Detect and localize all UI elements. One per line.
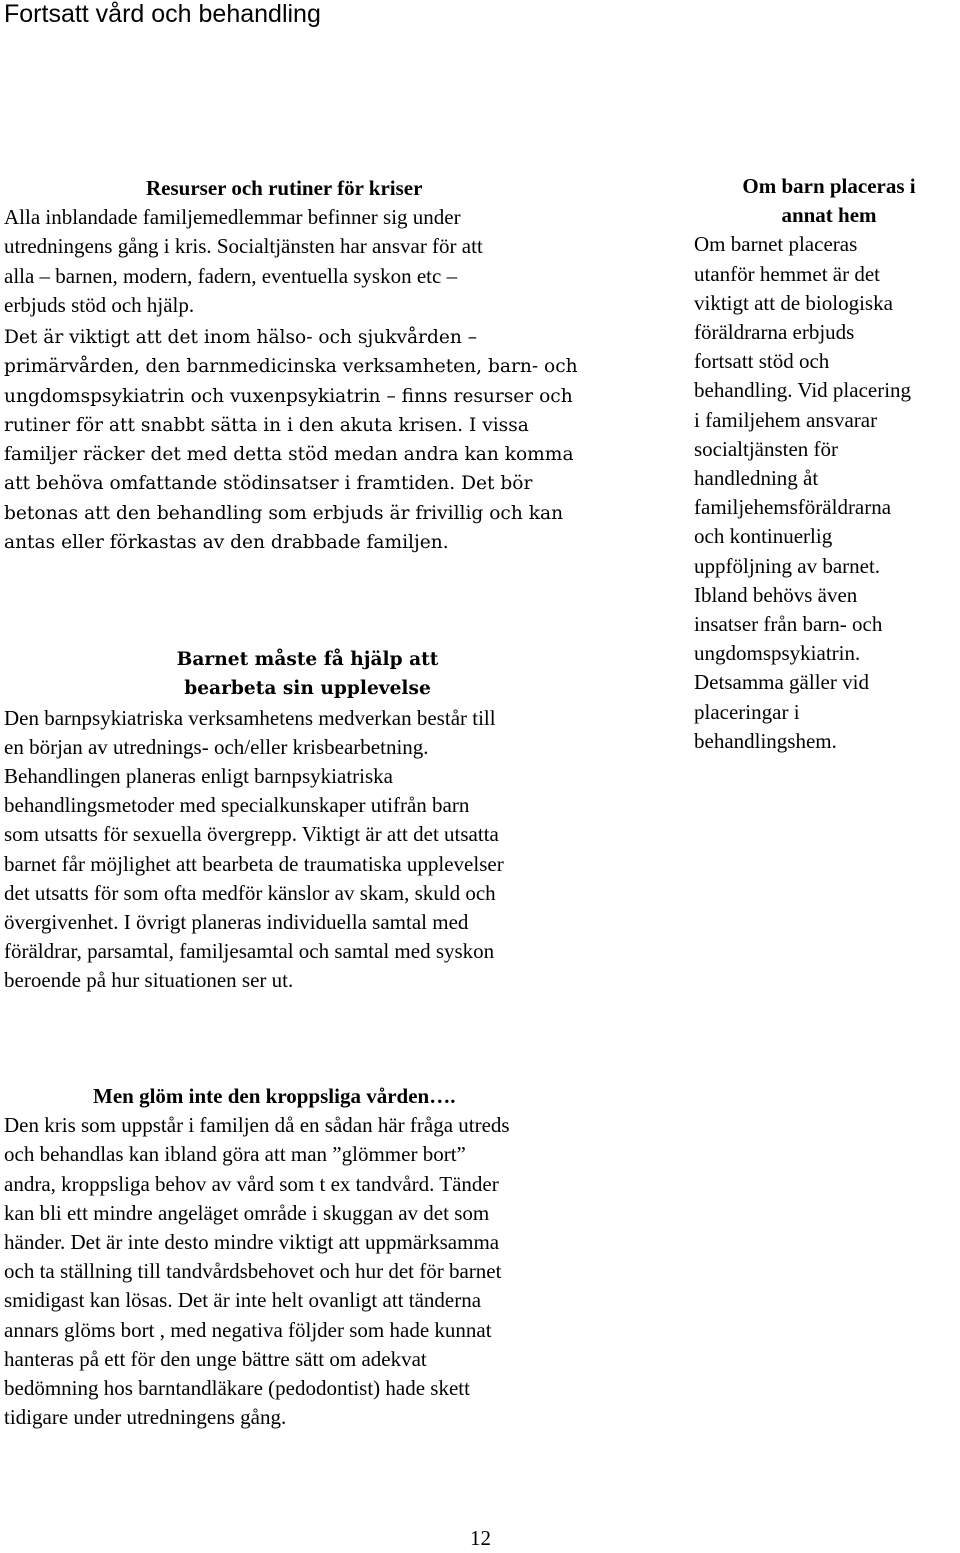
text-line: Behandlingen planeras enligt barnpsykiatriska bbox=[4, 764, 393, 788]
text-line: utanför hemmet är det bbox=[694, 261, 881, 286]
text-line: och behandlas kan ibland göra att man ”glömmer bort” bbox=[4, 1142, 466, 1167]
text-line: hanteras på ett för den unge bättre sätt om adekvat bbox=[4, 1346, 427, 1371]
text-line: uppföljning av barnet. bbox=[694, 553, 881, 578]
text-line: det utsatts för som ofta medför känslor av skam, skuld och bbox=[4, 880, 496, 905]
section-heading: Resurser och rutiner för kriser bbox=[146, 176, 423, 200]
text-line: Den kris som uppstår i familjen då en sådan här fråga utreds bbox=[4, 1113, 510, 1138]
section-heading: Om barn placeras i bbox=[742, 174, 916, 198]
section-heading: annat hem bbox=[781, 203, 877, 228]
section-placeras bbox=[694, 172, 960, 756]
section-heading: Men glöm inte den kroppsliga vården…. bbox=[93, 1084, 456, 1108]
section-barnet bbox=[4, 645, 644, 996]
section-heading: Barnet måste få hjälp att bbox=[176, 649, 439, 670]
text-line: och kontinuerlig bbox=[694, 524, 833, 549]
text-line: ungdomspsykiatrin och vuxenpsykiatrin – finns resurser och bbox=[4, 385, 573, 407]
text-line: insatser från barn- och bbox=[694, 612, 883, 637]
text-line: barnet får möjlighet att bearbeta de traumatiska upplevelser bbox=[4, 851, 504, 876]
text-line: beroende på hur situationen ser ut. bbox=[4, 968, 294, 993]
text-line: behandling. Vid placering bbox=[694, 378, 912, 403]
section-glom bbox=[4, 1082, 644, 1432]
text-line: Om barnet placeras bbox=[694, 232, 858, 257]
text-line: socialtjänsten för bbox=[694, 436, 839, 461]
text-line: familjer räcker det med detta stöd medan andra kan komma bbox=[4, 444, 574, 466]
text-line: föräldrarna erbjuds bbox=[694, 320, 855, 345]
text-line: föräldrar, parsamtal, familjesamtal och samtal med syskon bbox=[4, 939, 495, 964]
text-line: Det är viktigt att det inom hälso- och sjukvården – bbox=[4, 327, 478, 348]
section-resurser bbox=[4, 174, 604, 320]
text-line: i familjehem ansvarar bbox=[694, 407, 878, 432]
text-line: primärvården, den barnmedicinska verksamheten, barn- och bbox=[4, 356, 578, 378]
text-line: ungdomspsykiatrin. bbox=[694, 641, 861, 666]
text-line: erbjuds stöd och hjälp. bbox=[4, 292, 195, 317]
section-vikt bbox=[4, 323, 644, 557]
text-line: smidigast kan lösas. Det är inte helt ovanligt att tänderna bbox=[4, 1288, 482, 1313]
text-line: Alla inblandade familjemedlemmar befinner sig under bbox=[4, 205, 461, 230]
text-line: som utsatts för sexuella övergrepp. Viktigt är att det utsatta bbox=[4, 822, 499, 847]
text-line: kan bli ett mindre angeläget område i skuggan av det som bbox=[4, 1200, 490, 1225]
text-line: betonas att den behandling som erbjuds är frivillig och kan bbox=[4, 502, 564, 524]
text-line: en början av utrednings- och/eller krisbearbetning. bbox=[4, 734, 429, 759]
section-heading: bearbeta sin upplevelse bbox=[184, 678, 431, 700]
page-title: Fortsatt vård och behandling bbox=[4, 0, 321, 28]
text-line: Den barnpsykiatriska verksamhetens medverkan består till bbox=[4, 705, 496, 730]
text-line: rutiner för att snabbt sätta in i den akuta krisen. I vissa bbox=[4, 414, 529, 436]
text-line: behandlingsmetoder med specialkunskaper utifrån barn bbox=[4, 793, 470, 818]
text-line: fortsatt stöd och bbox=[694, 349, 830, 374]
text-line: bedömning hos barntandläkare (pedodontist) hade skett bbox=[4, 1376, 470, 1401]
text-line: handledning åt bbox=[694, 466, 819, 491]
text-line: familjehemsföräldrarna bbox=[694, 495, 892, 520]
text-line: behandlingshem. bbox=[694, 728, 837, 753]
text-line: alla – barnen, modern, fadern, eventuella syskon etc – bbox=[4, 263, 458, 288]
text-line: händer. Det är inte desto mindre viktigt att uppmärksamma bbox=[4, 1230, 500, 1255]
text-line: annars glöms bort , med negativa följder som hade kunnat bbox=[4, 1317, 492, 1342]
text-line: viktigt att de biologiska bbox=[694, 290, 893, 315]
text-line: Detsamma gäller vid bbox=[694, 670, 869, 695]
text-line: Ibland behövs även bbox=[694, 582, 858, 607]
text-line: tidigare under utredningens gång. bbox=[4, 1405, 287, 1430]
text-line: andra, kroppsliga behov av vård som t ex tandvård. Tänder bbox=[4, 1171, 499, 1196]
text-line: placeringar i bbox=[694, 699, 800, 724]
text-line: att behöva omfattande stödinsatser i framtiden. Det bör bbox=[4, 473, 533, 495]
text-line: utredningens gång i kris. Socialtjänsten har ansvar för att bbox=[4, 234, 483, 259]
text-line: och ta ställning till tandvårdsbehovet och hur det för barnet bbox=[4, 1259, 502, 1284]
text-line: övergivenhet. I övrigt planeras individuella samtal med bbox=[4, 910, 469, 935]
page-number: 12 bbox=[470, 1526, 491, 1550]
text-line: antas eller förkastas av den drabbade familjen. bbox=[4, 532, 449, 554]
